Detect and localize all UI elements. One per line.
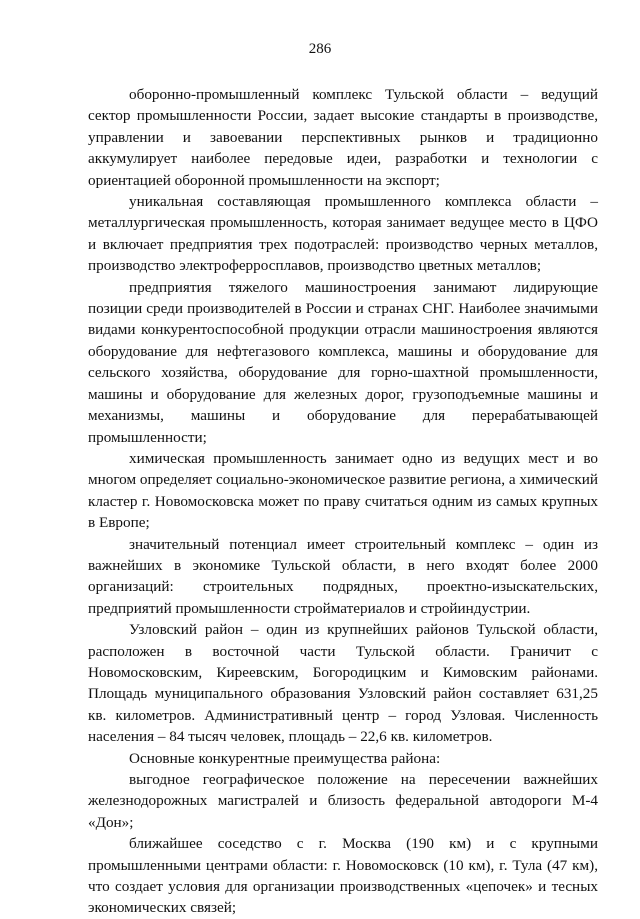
page-number: 286 bbox=[308, 41, 332, 57]
paragraph-geographic-position: выгодное географическое положение на пересечении важнейших железнодорожных магистралей и близость федеральной автодороги М-4 «Дон»; bbox=[88, 771, 598, 831]
paragraph-metallurgy: уникальная составляющая промышленного комплекса области – металлургическая промышленность, которая занимает ведущее место в ЦФО и включает предприятия трех подотраслей: производство черных металлов, производство электроферросплавов, производство цветных металлов; bbox=[88, 193, 598, 275]
paragraph-uzlovsky-district: Узловский район – один из крупнейших районов Тульской области, расположен в восточной части Тульской области. Граничит с Новомосковским, Киреевским, Богородицким и Кимовским районами. Площадь муниципального образования Узловский район составляет 631,25 кв. километров. Административный центр – город Узловая. Численность населения – 84 тысяч человек, площадь – 22,6 кв. километров. bbox=[88, 621, 598, 746]
paragraph-defense-industry: оборонно-промышленный комплекс Тульской области – ведущий сектор промышленности России, задает высокие стандарты в производстве, управлении и завоевании перспективных рынков и традиционно аккумулирует наиболее передовые идеи, разработки и технологии с ориентацией оборонной промышленности на экспорт; bbox=[88, 86, 598, 189]
document-body bbox=[88, 84, 598, 919]
paragraph-construction: значительный потенциал имеет строительный комплекс – один из важнейших в экономике Тульской области, в него входят более 2000 организаций: строительных подрядных, проектно-изыскательских, предприятий промышленности стройматериалов и стройиндустрии. bbox=[88, 535, 598, 617]
paragraph-heavy-machinery: предприятия тяжелого машиностроения занимают лидирующие позиции среди производителей в России и странах СНГ. Наиболее значимыми видами конкурентоспособной продукции отрасли машиностроения являются оборудование для нефтегазового комплекса, машины и оборудование для сельского хозяйства, оборудование для горно-шахтной промышленности, машины и оборудование для железных дорог, грузоподъемные машины и механизмы, машины и оборудование для перерабатывающей промышленности; bbox=[88, 278, 598, 446]
paragraph-chemical-industry: химическая промышленность занимает одно из ведущих мест и во многом определяет социально-экономическое развитие региона, а химический кластер г. Новомосковска может по праву считаться одним из самых крупных в Европе; bbox=[88, 449, 598, 532]
paragraph-proximity-moscow: ближайшее соседство с г. Москва (190 км) и с крупными промышленными центрами области: г. Новомосковск (10 км), г. Тула (47 км), что создает условия для организации производственных «цепочек» и тесных экономических связей; bbox=[88, 835, 598, 917]
paragraph-advantages-heading: Основные конкурентные преимущества района: bbox=[129, 749, 441, 767]
